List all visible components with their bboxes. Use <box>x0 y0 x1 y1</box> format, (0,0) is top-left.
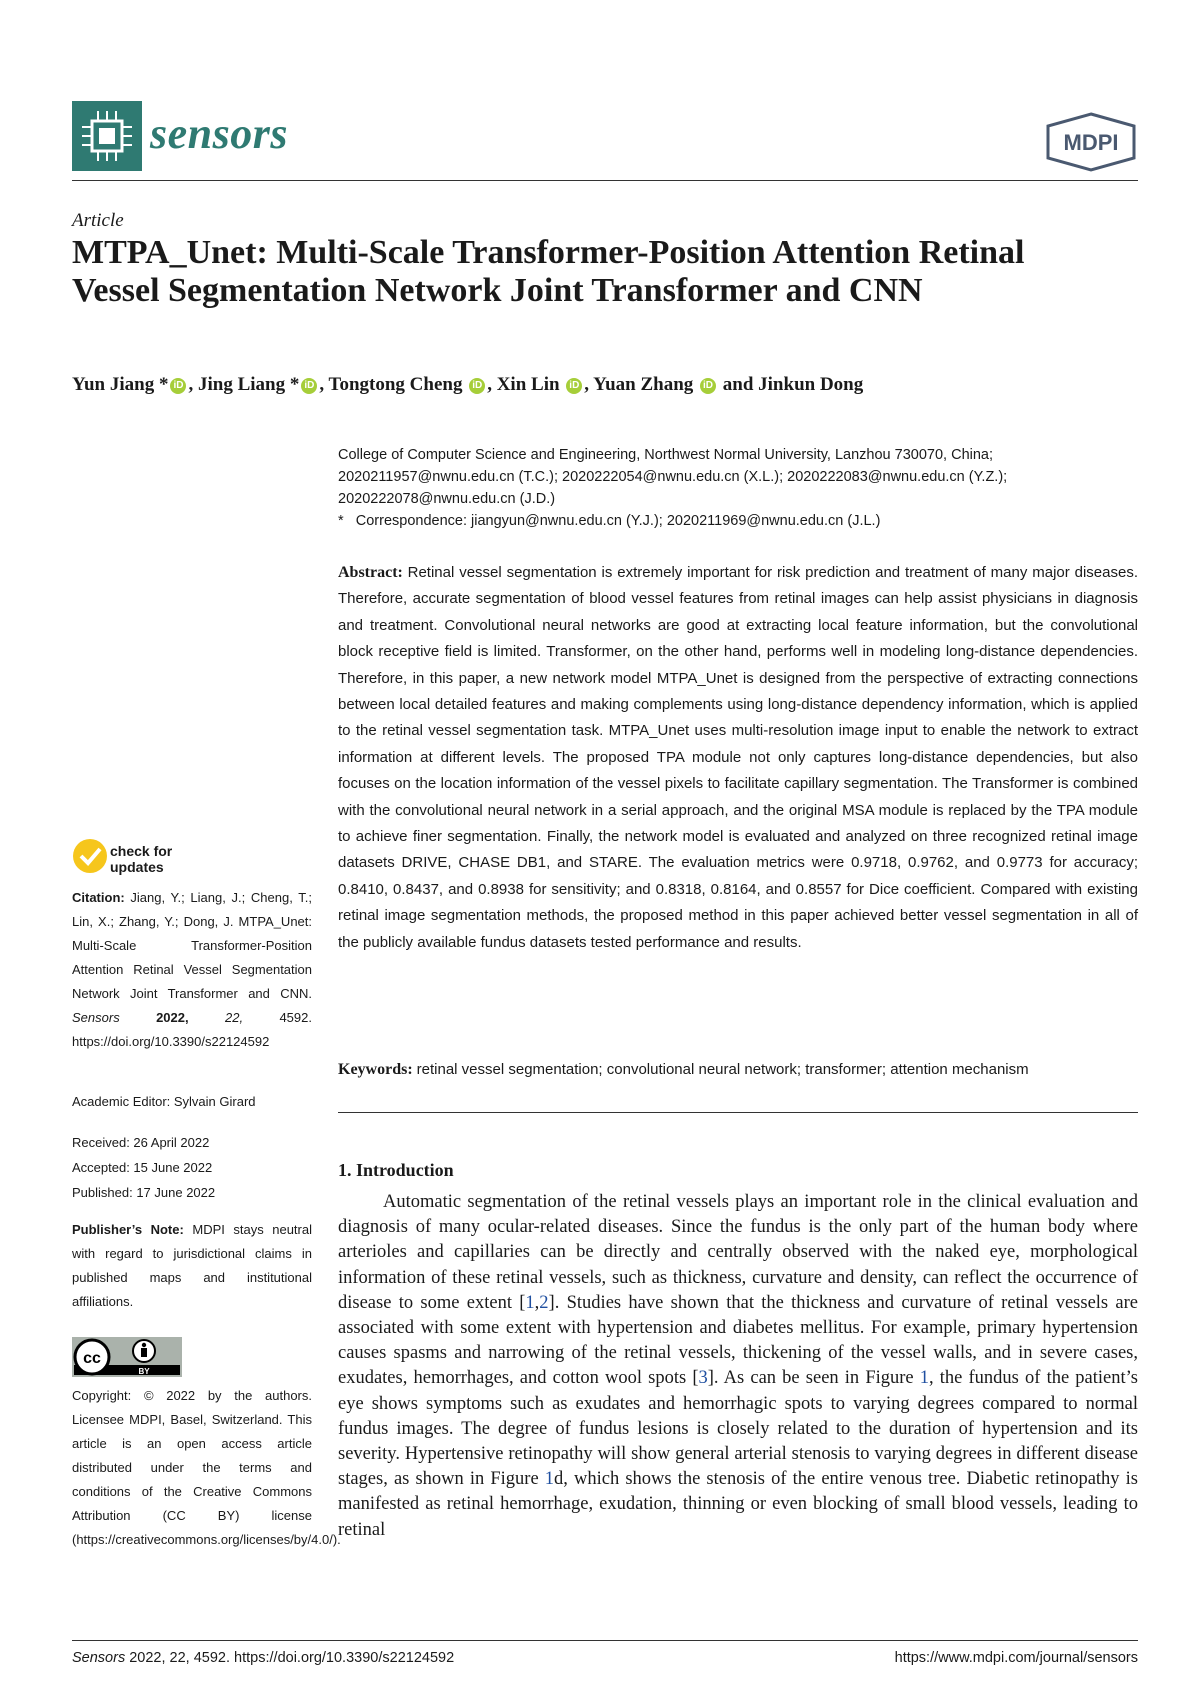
copyright-notice: Copyright: © 2022 by the authors. Licensee MDPI, Basel, Switzerland. This article is an open access article distributed under the terms and conditions of the Creative Commons Attribution (CC BY) license (https://creativecommons.org/licenses/by/4.0/). <box>72 1388 341 1547</box>
journal-logo-icon <box>72 101 142 171</box>
abstract-text: Retinal vessel segmentation is extremely important for risk prediction and treatment of many major diseases. Therefore, accurate segmentation of blood vessel features from retinal images can help assist physicians in diagnosis and treatment. Convolutional neural networks are good at extracting local feature information, but the convolutional block receptive field is limited. Transformer, on the other hand, performs well in modeling long-distance dependencies. Therefore, in this paper, a new network model MTPA_Unet is designed from the perspective of extracting connections between local detailed features and making complements using long-distance dependency information, which is applied to the retinal vessel segmentation task. MTPA_Unet uses multi-resolution image input to enable the network to extract information at different levels. The proposed TPA module not only captures long-distance dependencies, but also focuses on the location information of the vessel pixels to facilitate capillary segmentation. The Transformer is combined with the convolutional neural network in a serial approach, and the original MSA module is replaced by the TPA module to achieve finer segmentation. Finally, the network model is evaluated and analyzed on three recognized retinal image datasets DRIVE, CHASE DB1, and STARE. The evaluation metrics were 0.9718, 0.9762, and 0.9773 for accuracy; 0.8410, 0.8437, and 0.8938 for sensitivity; and 0.8318, 0.8164, and 0.8557 for Dice coefficient. Compared with existing retinal image segmentation methods, the proposed method in this paper achieved better vessel segmentation in all of the publicly available fundus datasets tested performance and results. <box>338 564 1139 951</box>
pub-note-text: MDPI stays neutral with regard to jurisdictional claims in published maps and institutional affiliations. <box>72 1222 312 1309</box>
footer-citation-rest: 2022, 22, 4592. https://doi.org/10.3390/s22124592 <box>129 1650 455 1666</box>
orcid-icon[interactable]: iD <box>700 378 716 394</box>
academic-editor: Academic Editor: Sylvain Girard <box>72 1094 256 1109</box>
author-name: Yun Jiang <box>72 374 155 395</box>
intro-text-4: , the fundus of the patient’s eye shows symptoms such as exudates and hemorrhagic spots to varying degrees compared to normal fundus images. The degree of fundus lesions is closely related to the duration of hypertension and its severity. Hypertensive retinopathy will show general arterial stenosis to varying degrees in different disease stages, as shown in Figure <box>338 1368 1138 1490</box>
check-updates-line2: updates <box>110 859 164 875</box>
author-name: Xin Lin <box>496 374 560 395</box>
author-name: Jing Liang <box>197 374 286 395</box>
footer-journal-url[interactable]: https://www.mdpi.com/journal/sensors <box>894 1650 1138 1666</box>
article-dates <box>72 1130 312 1205</box>
received-date: Received: 26 April 2022 <box>72 1135 210 1150</box>
correspondence <box>338 510 1138 532</box>
orcid-icon[interactable]: iD <box>566 378 582 394</box>
citation-journal: Sensors <box>72 1010 120 1025</box>
citation-link-1[interactable]: 1 <box>525 1292 535 1313</box>
affiliation: College of Computer Science and Engineering, Northwest Normal University, Lanzhou 730070, China; 2020211957@nwnu.edu.cn (T.C.); 2020222054@nwnu.edu.cn (X.L.); 2020222083@nwnu.edu.cn (Y.Z.); 2020222078@nwnu.edu.cn (J.D.) <box>338 447 1008 507</box>
header-rule <box>72 180 1138 181</box>
intro-text-2: ]. Studies have shown that the thickness and curvature of retinal vessels are associated with some extent with hypertension and diabetes mellitus. For example, primary hypertension causes spasms and narrowing of the retinal vessels, thickening of the vessel walls, and in severe cases, exudates, hemorrhages, and cotton wool spots [ <box>338 1292 1139 1389</box>
check-for-updates-label[interactable] <box>110 843 172 875</box>
author-name: Jinkun Dong <box>758 374 864 395</box>
citation-rest: 4592. https://doi.org/10.3390/s22124592 <box>72 1010 312 1049</box>
journal-name: sensors <box>150 109 288 158</box>
publisher-logo-text: MDPI <box>1063 130 1119 155</box>
cc-by-label: BY <box>138 1367 150 1376</box>
correspondence-marker: * <box>338 513 344 529</box>
citation-text: Jiang, Y.; Liang, J.; Cheng, T.; Lin, X.; Zhang, Y.; Dong, J. MTPA_Unet: Multi-Scale Transformer-Position Attention Retinal Vessel Segmentation Network Joint Transformer and CNN. <box>72 890 312 1001</box>
citation-link-2[interactable]: 2 <box>539 1292 549 1313</box>
author-separator: , <box>584 374 594 395</box>
check-updates-line1: check for <box>110 843 173 859</box>
author-separator: and <box>718 374 759 395</box>
orcid-icon[interactable]: iD <box>301 378 317 394</box>
citation-label: Citation: <box>72 890 125 905</box>
paper-title: MTPA_Unet: Multi-Scale Transformer-Position Attention Retinal Vessel Segmentation Network Joint Transformer and CNN <box>72 234 1025 309</box>
abstract-rule <box>338 1112 1138 1113</box>
pub-note-label: Publisher’s Note: <box>72 1222 184 1237</box>
author-name: Tongtong Cheng <box>328 374 463 395</box>
author-name: Yuan Zhang <box>593 374 694 395</box>
cc-label: cc <box>83 1350 101 1367</box>
cc-by-license-icon[interactable] <box>72 1337 182 1382</box>
abstract-label: Abstract: <box>338 564 403 581</box>
check-for-updates-icon[interactable] <box>72 838 108 879</box>
author-mark: * <box>285 374 300 395</box>
keywords-text: retinal vessel segmentation; convolutional neural network; transformer; attention mechanism <box>416 1061 1029 1078</box>
introduction-paragraph <box>338 1190 1138 1543</box>
intro-text-1: Automatic segmentation of the retinal vessels plays an important role in the clinical evaluation and diagnosis of many ocular-related diseases. Since the fundus is the only part of the human body where arterioles and capillaries can be directly and centrally observed with the naked eye, morphological information of these retinal vessels, such as thickness, curvature and density, can reflect the occurrence of disease to some extent [ <box>338 1192 1138 1313</box>
abstract <box>338 560 1138 956</box>
correspondence-text: Correspondence: jiangyun@nwnu.edu.cn (Y.J.); 2020211969@nwnu.edu.cn (J.L.) <box>355 513 881 529</box>
author-mark <box>560 374 565 395</box>
figure-link-1[interactable]: 1 <box>919 1368 930 1389</box>
author-separator: , <box>319 374 329 395</box>
citation-year: 2022, <box>156 1010 189 1025</box>
orcid-icon[interactable]: iD <box>170 378 186 394</box>
citation-link-3[interactable]: 3 <box>698 1368 708 1389</box>
accepted-date: Accepted: 15 June 2022 <box>72 1160 213 1175</box>
keywords-label: Keywords: <box>338 1061 413 1078</box>
article-type: Article <box>72 210 124 231</box>
author-mark: * <box>154 374 169 395</box>
intro-text-5: d, which shows the stenosis of the entire venous tree. Diabetic retinopathy is manifested as retinal hemorrhage, exudation, thinning or even blocking of small blood vessels, leading to retinal <box>338 1469 1138 1540</box>
intro-text-3: ]. As can be seen in Figure <box>707 1368 920 1389</box>
keywords <box>338 1058 1138 1082</box>
author-separator: , <box>188 374 198 395</box>
section-heading: 1. Introduction <box>338 1160 454 1180</box>
footer-journal: Sensors <box>72 1650 126 1666</box>
publishers-note <box>72 1218 312 1314</box>
author-mark <box>693 374 698 395</box>
footer-citation <box>72 1650 454 1666</box>
mdpi-logo-icon <box>1044 112 1138 177</box>
citation-block <box>72 886 312 1054</box>
author-list <box>72 374 863 396</box>
cite-separator: , <box>534 1292 540 1313</box>
orcid-icon[interactable]: iD <box>469 378 485 394</box>
author-mark <box>462 374 467 395</box>
author-separator: , <box>487 374 497 395</box>
citation-volume: 22, <box>225 1010 244 1025</box>
published-date: Published: 17 June 2022 <box>72 1185 216 1200</box>
figure-link-1d[interactable]: 1 <box>544 1469 555 1490</box>
footer-rule <box>72 1640 1138 1641</box>
